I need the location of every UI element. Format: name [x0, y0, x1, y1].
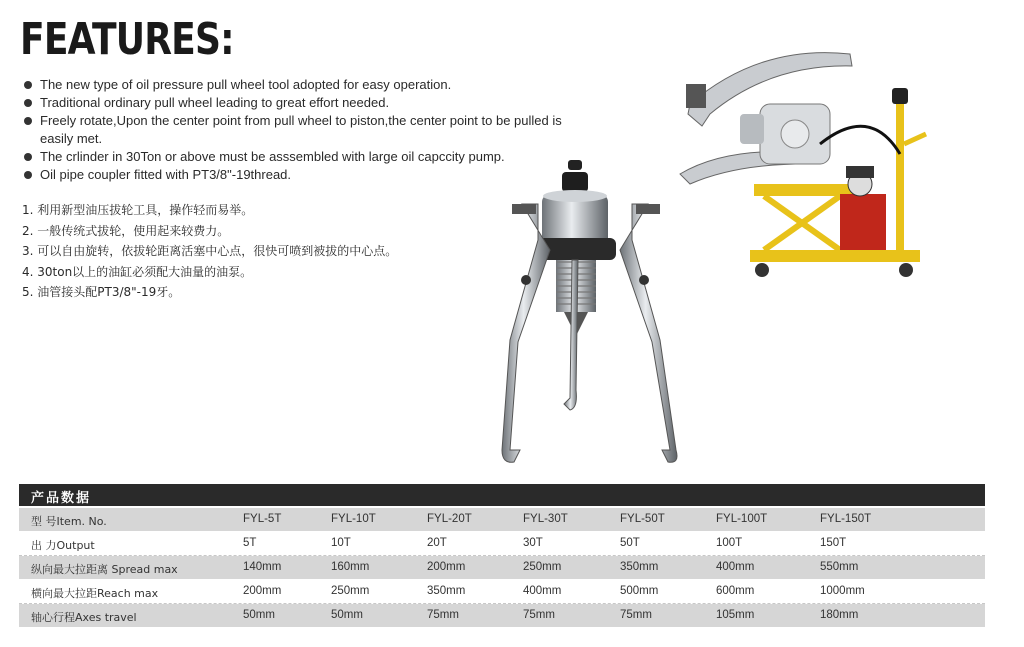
bullet-icon [24, 153, 32, 161]
table-cell: 140mm [243, 561, 282, 573]
table-cell: 500mm [620, 585, 659, 597]
feature-cn-item: 3. 可以自由旋转，依拔轮距离活塞中心点，很快可喷到被拔的中心点。 [22, 244, 398, 258]
feature-item: The new type of oil pressure pull wheel tool adopted for easy operation. [22, 76, 582, 94]
table-cell: 100T [716, 537, 743, 549]
table-cell: 180mm [820, 609, 859, 621]
table-cell: 10T [331, 537, 351, 549]
spec-table-header [19, 484, 985, 506]
feature-item: The crlinder in 30Ton or above must be asssembled with large oil capccity pump. [22, 148, 582, 166]
row-label: 出 力Output [31, 539, 95, 552]
table-cell: FYL-100T [716, 513, 768, 525]
table-cell: FYL-20T [427, 513, 472, 525]
table-cell: 250mm [331, 585, 370, 597]
table-cell: 550mm [820, 561, 859, 573]
table-row [19, 508, 985, 531]
table-cell: 400mm [523, 585, 562, 597]
table-cell: 350mm [620, 561, 659, 573]
table-row [19, 532, 985, 556]
table-cell: 75mm [620, 609, 652, 621]
feature-cn-item: 4. 30ton以上的油缸必须配大油量的油泵。 [22, 264, 253, 279]
features-cn-list [22, 200, 397, 303]
table-row [19, 604, 985, 627]
table-cell: 50mm [243, 609, 275, 621]
table-cell: 75mm [523, 609, 555, 621]
table-cell: 150T [820, 537, 847, 549]
table-row [19, 556, 985, 579]
table-cell: 5T [243, 537, 257, 549]
table-cell: FYL-150T [820, 513, 872, 525]
feature-cn-item: 1. 利用新型油压拔轮工具，操作轻而易举。 [22, 203, 254, 217]
feature-cn-item: 5. 油管接头配PT3/8"-19牙。 [22, 285, 181, 299]
table-cell: 20T [427, 537, 447, 549]
table-cell: 105mm [716, 609, 755, 621]
puller-cart-image [670, 44, 930, 284]
feature-cn-item: 2. 一般传统式拔轮，使用起来较费力。 [22, 223, 230, 238]
feature-item: Freely rotate,Upon the center point from pull wheel to piston,the center point to be pulled is easily met. [22, 112, 582, 148]
row-label: 纵向最大拉距离 Spread max [31, 563, 178, 576]
table-cell: 200mm [427, 561, 466, 573]
table-cell: 250mm [523, 561, 562, 573]
table-cell: FYL-50T [620, 513, 665, 525]
table-cell: 50mm [331, 609, 363, 621]
bullet-icon [24, 99, 32, 107]
table-cell: FYL-30T [523, 513, 568, 525]
bullet-icon [24, 117, 32, 125]
feature-item: Oil pipe coupler fitted with PT3/8"-19thread. [22, 166, 582, 184]
table-cell: 1000mm [820, 585, 865, 597]
row-label: 型 号Item. No. [31, 515, 107, 528]
table-cell: 400mm [716, 561, 755, 573]
spec-table-heading: 产品数据 [31, 491, 92, 506]
table-cell: 50T [620, 537, 640, 549]
row-label: 轴心行程Axes travel [31, 611, 137, 624]
table-cell: 600mm [716, 585, 755, 597]
page-title: FEATURES: [20, 14, 234, 65]
table-cell: 160mm [331, 561, 370, 573]
table-cell: 30T [523, 537, 543, 549]
table-row [19, 580, 985, 604]
bullet-icon [24, 171, 32, 179]
table-cell: 350mm [427, 585, 466, 597]
row-label: 横向最大拉距Reach max [31, 587, 159, 600]
table-cell: FYL-10T [331, 513, 376, 525]
table-cell: 200mm [243, 585, 282, 597]
table-cell: FYL-5T [243, 513, 282, 525]
table-cell: 75mm [427, 609, 459, 621]
bullet-icon [24, 81, 32, 89]
feature-item: Traditional ordinary pull wheel leading to great effort needed. [22, 94, 582, 112]
